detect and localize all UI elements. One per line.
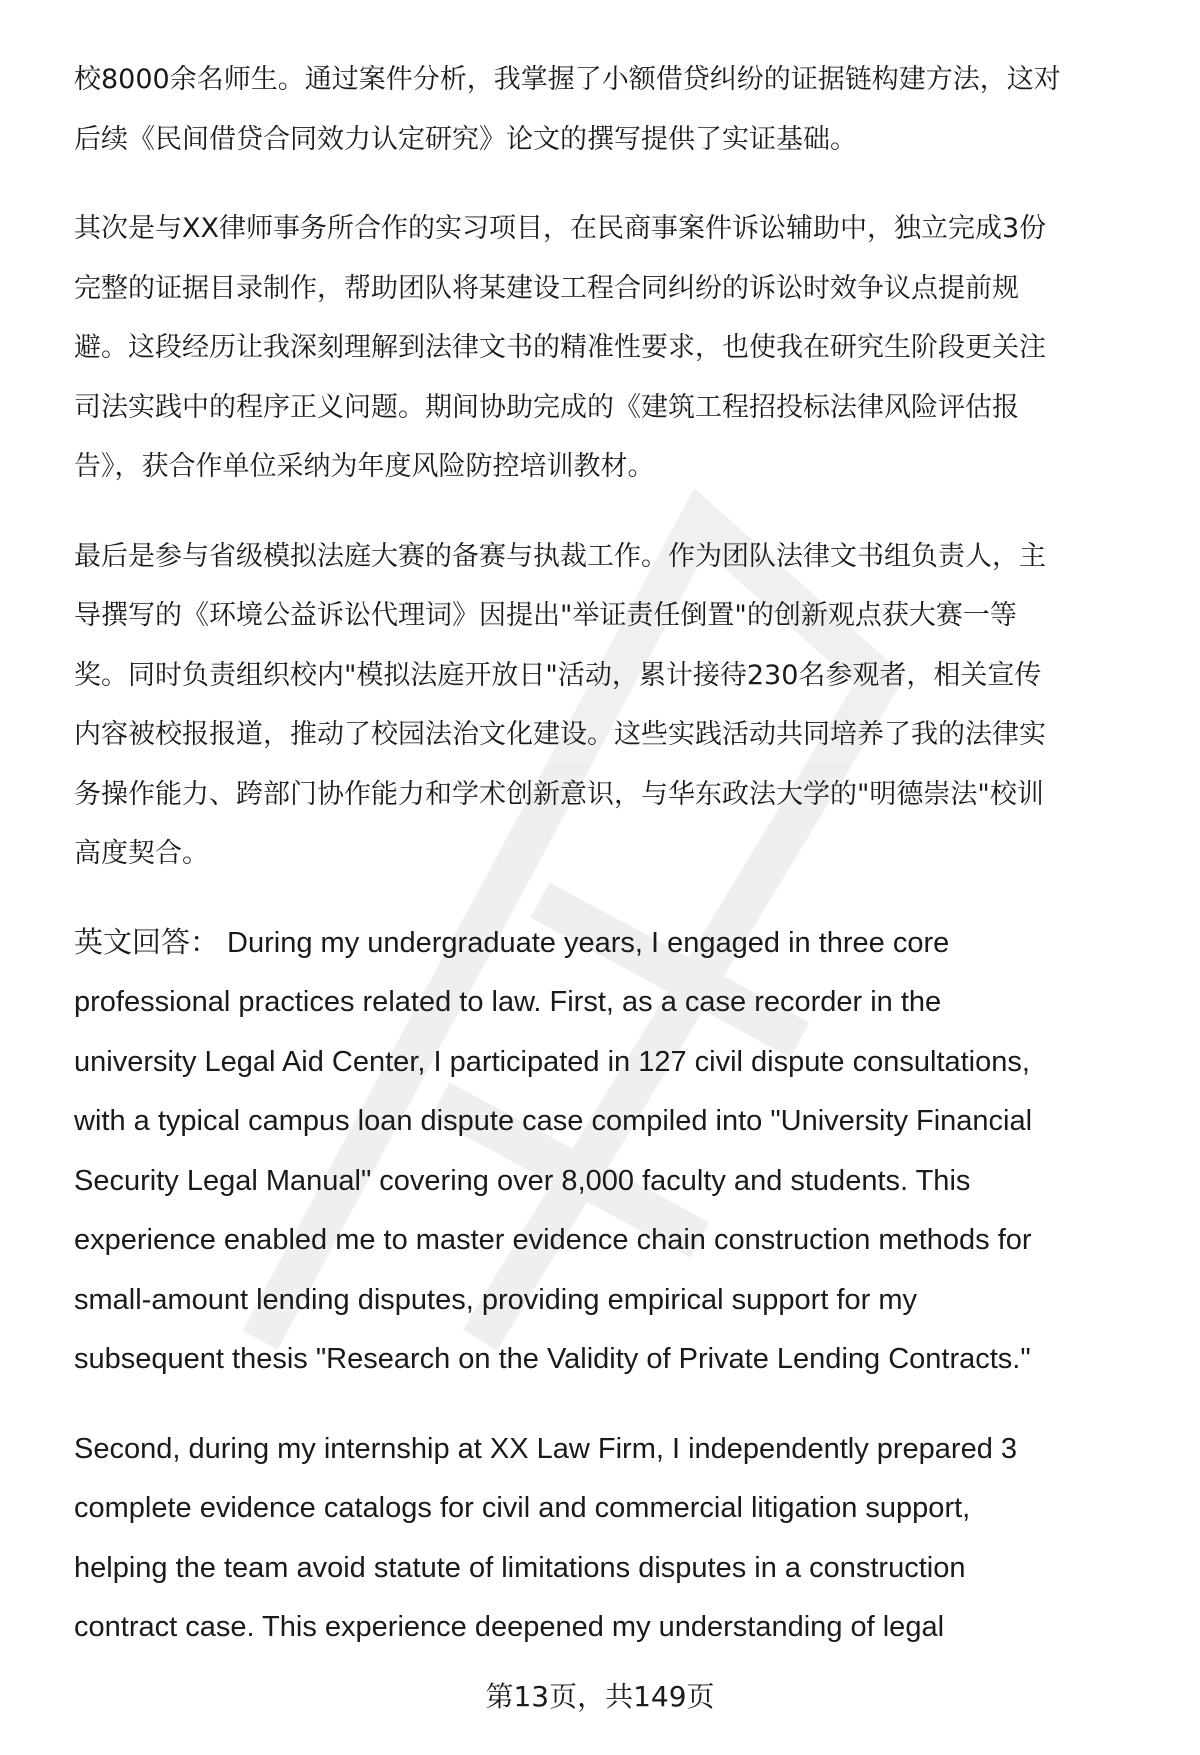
text-line: 后续《民间借贷合同效力认定研究》论文的撰写提供了实证基础。 xyxy=(74,123,857,155)
text-line: 高度契合。 xyxy=(74,838,209,869)
text-line: with a typical campus loan dispute case compiled into "University Financial xyxy=(74,1105,1033,1137)
text-line: 完整的证据目录制作，帮助团队将某建设工程合同纠纷的诉讼时效争议点提前规 xyxy=(74,272,1019,304)
paragraph-cn-2 xyxy=(74,199,1174,497)
text-line: 奖。同时负责组织校内"模拟法庭开放日"活动，累计接待230名参观者，相关宣传 xyxy=(74,659,1042,691)
text-line: 司法实践中的程序正义问题。期间协助完成的《建筑工程招投标法律风险评估报 xyxy=(74,391,1019,423)
paragraph-en-2 xyxy=(74,1420,1174,1658)
text-line: 英文回答： During my undergraduate years, I engaged in three core xyxy=(74,926,950,959)
paragraph-cn-3 xyxy=(74,527,1174,884)
text-line: 校8000余名师生。通过案件分析，我掌握了小额借贷纠纷的证据链构建方法，这对 xyxy=(74,64,1061,95)
paragraph-en-1 xyxy=(74,914,1174,1390)
text-line: university Legal Aid Center, I participated in 127 civil dispute consultations, xyxy=(74,1045,1030,1078)
text-line: small-amount lending disputes, providing empirical support for my xyxy=(74,1283,917,1316)
paragraph-cn-1 xyxy=(74,50,1174,169)
text-line: 其次是与XX律师事务所合作的实习项目，在民商事案件诉讼辅助中，独立完成3份 xyxy=(74,213,1047,244)
text-line: complete evidence catalogs for civil and commercial litigation support, xyxy=(74,1492,971,1524)
text-line: 务操作能力、跨部门协作能力和学术创新意识，与华东政法大学的"明德崇法"校训 xyxy=(74,778,1044,810)
text-line: professional practices related to law. First, as a case recorder in the xyxy=(74,986,942,1018)
document-body xyxy=(74,50,1174,1688)
text-line: 告》，获合作单位采纳为年度风险防控培训教材。 xyxy=(74,451,655,482)
text-line: 最后是参与省级模拟法庭大赛的备赛与执裁工作。作为团队法律文书组负责人，主 xyxy=(74,540,1046,572)
text-line: Security Legal Manual" covering over 8,000 faculty and students. This xyxy=(74,1164,971,1197)
text-line: contract case. This experience deepened my understanding of legal xyxy=(74,1611,945,1643)
text-line: subsequent thesis "Research on the Validity of Private Lending Contracts." xyxy=(74,1343,1031,1375)
text-line: helping the team avoid statute of limitations disputes in a construction xyxy=(74,1551,966,1584)
text-line: 内容被校报报道，推动了校园法治文化建设。这些实践活动共同培养了我的法律实 xyxy=(74,719,1046,750)
text-line: experience enabled me to master evidence chain construction methods for xyxy=(74,1224,1032,1256)
page-number: 第13页，共149页 xyxy=(485,1680,715,1713)
text-line: Second, during my internship at XX Law Firm, I independently prepared 3 xyxy=(74,1432,1018,1465)
text-line: 导撰写的《环境公益诉讼代理词》因提出"举证责任倒置"的创新观点获大赛一等 xyxy=(74,600,1017,631)
text-line: 避。这段经历让我深刻理解到法律文书的精准性要求，也使我在研究生阶段更关注 xyxy=(74,332,1046,363)
